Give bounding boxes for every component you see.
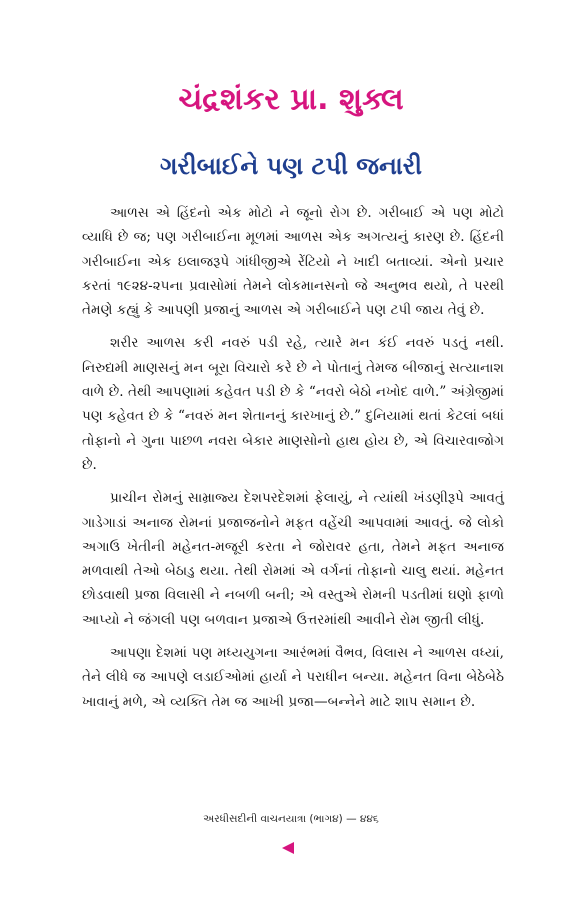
paragraph: પ્રાચીન રોમનું સામ્રાજ્ય દેશપરદેશમાં ફેલાયું, ને ત્યાંથી ખંડણીરૂપે આવતું ગાડેગાડાં અનાજ રોમનાં પ્રજાજનોને મફત વહેંચી આપવામાં આવતું. જે લોકો અગાઉ ખેતીની મહેનત-મજૂરી કરતા ને જોરાવર હતા, તેમને મફત અનાજ મળવાથી તેઓ બેઠાડુ થયા. તેથી રોમમાં એ વર્ગનાં તોફાનો ચાલુ થયાં. મહેનત છોડવાથી પ્રજા વિલાસી ને નબળી બની; એ વસ્તુએ રોમની પડતીમાં ઘણો ફાળો આપ્યો ને જંગલી પણ બળવાન પ્રજાએ ઉત્તરમાંથી આવીને રોમ જીતી લીધું. — [82, 490, 504, 628]
triangle-left-icon[interactable] — [282, 842, 294, 854]
author-name: ચંદ્રશંકર પ્રા. શુક્લ — [178, 82, 404, 117]
paragraph: શરીર આળસ કરી નવરું પડી રહે, ત્યારે મન કંઈ નવરું પડતું નથી. નિરુદ્યમી માણસનું મન બૂરા વિચારો કરે છે ને પોતાનું તેમજ બીજાનું સત્યાનાશ વાળે છે. તેથી આપણામાં કહેવત પડી છે કે “નવરો બેઠો નખોદ વાળે.” અંગ્રેજીમાં પણ કહેવત છે કે “નવરું મન શેતાનનું કારખાનું છે.” દુનિયામાં થતાં કેટલાં બધાં તોફાનો ને ગુના પાછળ નવરા બેકાર માણસોનો હાથ હોય છે, એ વિચારવાજોગ છે. — [82, 335, 504, 473]
article-body — [82, 201, 504, 723]
chapter-title: ગરીબાઈને પણ ટપી જનારી — [159, 152, 423, 180]
paragraph: આળસ એ હિંદનો એક મોટો ને જૂનો રોગ છે. ગરીબાઈ એ પણ મોટો વ્યાધિ છે જ; પણ ગરીબાઈના મૂળમાં આળસ એક અગત્યનું કારણ છે. હિંદની ગરીબાઈના એક ઇલાજરૂપે ગાંધીજીએ રેંટિયો ને ખાદી બતાવ્યાં. એનો પ્રચાર કરતાં ૧૯૨૪-૨૫ના પ્રવાસોમાં તેમને લોકમાનસનો જે અનુભવ થયો, તે પરથી તેમણે કહ્યું કે આપણી પ્રજાનું આળસ એ ગરીબાઈને પણ ટપી જાય તેવું છે. — [82, 205, 504, 319]
paragraph: આપણા દેશમાં પણ મધ્યયુગના આરંભમાં વૈભવ, વિલાસ ને આળસ વધ્યાં, તેને લીધે જ આપણે લડાઈઓમાં હાર્યા ને પરાધીન બન્યા. મહેનત વિના બેઠેબેઠે ખાવાનું મળે, એ વ્યક્તિ તેમ જ આખી પ્રજા—બન્નેને માટે શાપ સમાન છે. — [82, 645, 504, 710]
page-footer: અરધીસદીની વાચનયાત્રા (ભાગ૪) — ૪૪૬ — [203, 813, 379, 825]
